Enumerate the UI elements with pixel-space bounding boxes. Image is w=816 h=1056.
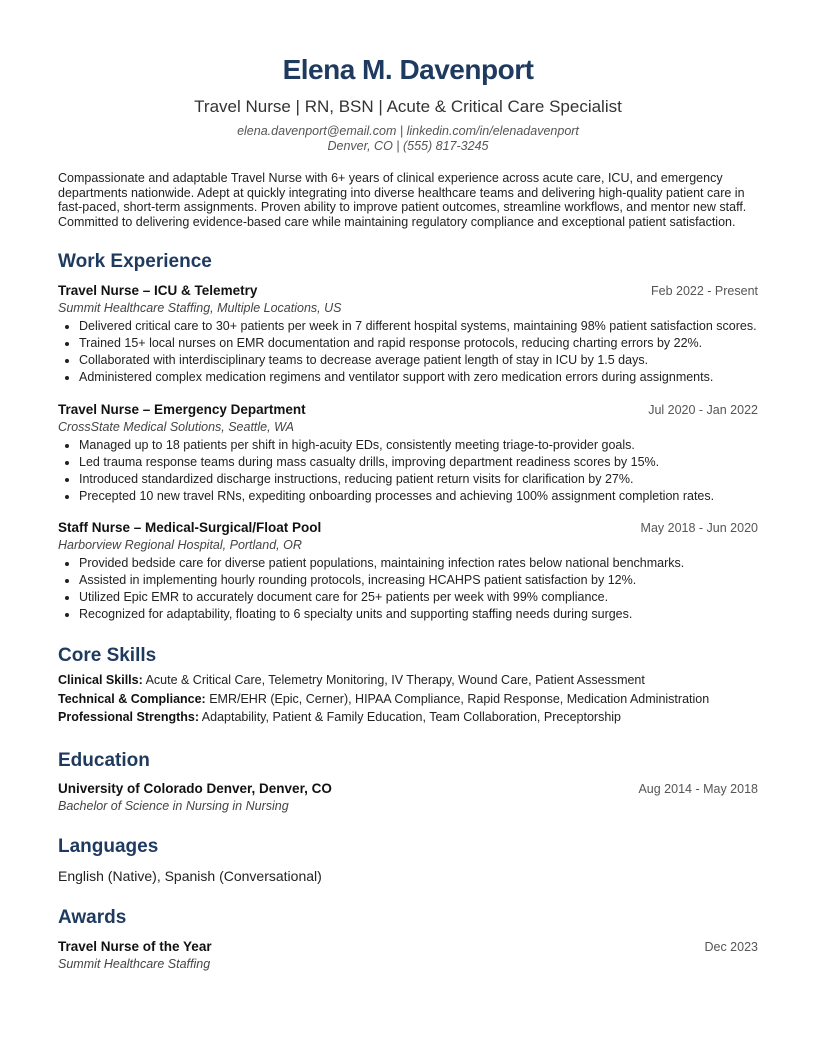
section-title-core-skills: Core Skills — [58, 645, 157, 667]
job-bullets — [58, 319, 758, 385]
education-header — [58, 780, 758, 798]
skill-label: Professional Strengths: — [58, 710, 199, 725]
job-header — [58, 519, 758, 537]
skill-value: Acute & Critical Care, Telemetry Monitoring, IV Therapy, Wound Care, Patient Assessment — [145, 673, 645, 688]
section-title-work-experience: Work Experience — [58, 251, 212, 273]
job-bullet: • Administered complex medication regimens and ventilator support with zero medication errors during assignments. — [79, 370, 758, 385]
award-name: Travel Nurse of the Year — [58, 938, 212, 954]
job-bullet: • Led trauma response teams during mass casualty drills, improving department readiness scores by 15%. — [79, 455, 758, 470]
skill-row — [58, 708, 758, 727]
award-header — [58, 938, 758, 956]
job-bullets — [58, 438, 758, 504]
job-entry — [58, 401, 758, 504]
section-title-education: Education — [58, 749, 150, 771]
education-dates: Aug 2014 - May 2018 — [638, 781, 758, 796]
job-bullet: • Collaborated with interdisciplinary teams to decrease average patient length of stay in ICU by 1.5 days. — [79, 353, 758, 368]
job-dates: Jul 2020 - Jan 2022 — [648, 402, 758, 417]
job-bullet: • Utilized Epic EMR to accurately document care for 25+ patients per week with 99% compliance. — [79, 590, 758, 605]
section-title-languages: Languages — [58, 835, 159, 857]
skill-label: Clinical Skills: — [58, 673, 143, 688]
contact-line-location-phone: Denver, CO | (555) 817-3245 — [327, 139, 489, 153]
contact-info — [58, 124, 758, 154]
job-bullet: • Provided bedside care for diverse patient populations, maintaining infection rates below national benchmarks. — [79, 556, 758, 571]
job-organization: Summit Healthcare Staffing, Multiple Locations, US — [58, 301, 342, 316]
section-title-awards: Awards — [58, 906, 127, 928]
languages-list: English (Native), Spanish (Conversational) — [58, 867, 322, 884]
job-header — [58, 282, 758, 300]
education-entry — [58, 780, 758, 815]
job-bullet: • Precepted 10 new travel RNs, expediting onboarding processes and achieving 100% assignment completion rates. — [79, 489, 758, 504]
job-bullet: • Recognized for adaptability, floating to 6 specialty units and supporting staffing needs during surges. — [79, 607, 758, 622]
skill-value: EMR/EHR (Epic, Cerner), HIPAA Compliance, Rapid Response, Medication Administration — [209, 691, 710, 706]
job-title: Staff Nurse – Medical-Surgical/Float Pool — [58, 520, 322, 536]
job-dates: Feb 2022 - Present — [650, 284, 758, 299]
job-bullet: • Trained 15+ local nurses on EMR documentation and rapid response protocols, reducing charting errors by 22%. — [79, 336, 758, 351]
professional-summary: Compassionate and adaptable Travel Nurse with 6+ years of clinical experience across acute care, ICU, and emergency departments nationwide. Adept at quickly integrating into diverse healthcare teams and delivering high-quality patient care in fast-paced, short-term assignments. Proven ability to improve patient outcomes, streamline workflows, and mentor new staff. Committed to delivering evidence-based care while maintaining regulatory compliance and exceptional patient satisfaction. — [58, 171, 747, 229]
contact-line-email-linkedin: elena.davenport@email.com | linkedin.com/in/elenadavenport — [237, 124, 579, 138]
skill-row — [58, 690, 758, 709]
resume-header — [58, 52, 758, 154]
job-bullet: • Managed up to 18 patients per shift in high-acuity EDs, consistently meeting triage-to-provider goals. — [79, 438, 758, 453]
job-organization: CrossState Medical Solutions, Seattle, WA — [58, 419, 294, 434]
job-header — [58, 401, 758, 419]
job-entry — [58, 282, 758, 385]
skill-value: Adaptability, Patient & Family Education, Team Collaboration, Preceptorship — [201, 710, 621, 725]
award-date: Dec 2023 — [704, 939, 758, 954]
job-organization: Harborview Regional Hospital, Portland, OR — [58, 538, 302, 553]
award-organization: Summit Healthcare Staffing — [58, 956, 211, 971]
job-bullet: • Introduced standardized discharge instructions, reducing patient return visits for clarification by 27%. — [79, 472, 758, 487]
job-title: Travel Nurse – Emergency Department — [58, 401, 306, 417]
job-bullet: • Assisted in implementing hourly rounding protocols, increasing HCAHPS patient satisfaction by 12%. — [79, 573, 758, 588]
award-entry — [58, 938, 758, 973]
skill-label: Technical & Compliance: — [58, 691, 206, 706]
candidate-name: Elena M. Davenport — [282, 54, 534, 85]
school-name: University of Colorado Denver, Denver, CO — [58, 780, 332, 796]
resume-page — [58, 52, 758, 973]
skills-list — [58, 671, 758, 727]
job-bullet: • Delivered critical care to 30+ patients per week in 7 different hospital systems, maintaining 98% patient satisfaction scores. — [79, 319, 758, 334]
job-entry — [58, 519, 758, 622]
degree: Bachelor of Science in Nursing in Nursing — [58, 798, 289, 813]
skill-row — [58, 671, 758, 690]
candidate-headline: Travel Nurse | RN, BSN | Acute & Critical Care Specialist — [194, 97, 622, 116]
job-title: Travel Nurse – ICU & Telemetry — [58, 283, 258, 299]
job-bullets — [58, 556, 758, 622]
job-dates: May 2018 - Jun 2020 — [640, 521, 758, 536]
